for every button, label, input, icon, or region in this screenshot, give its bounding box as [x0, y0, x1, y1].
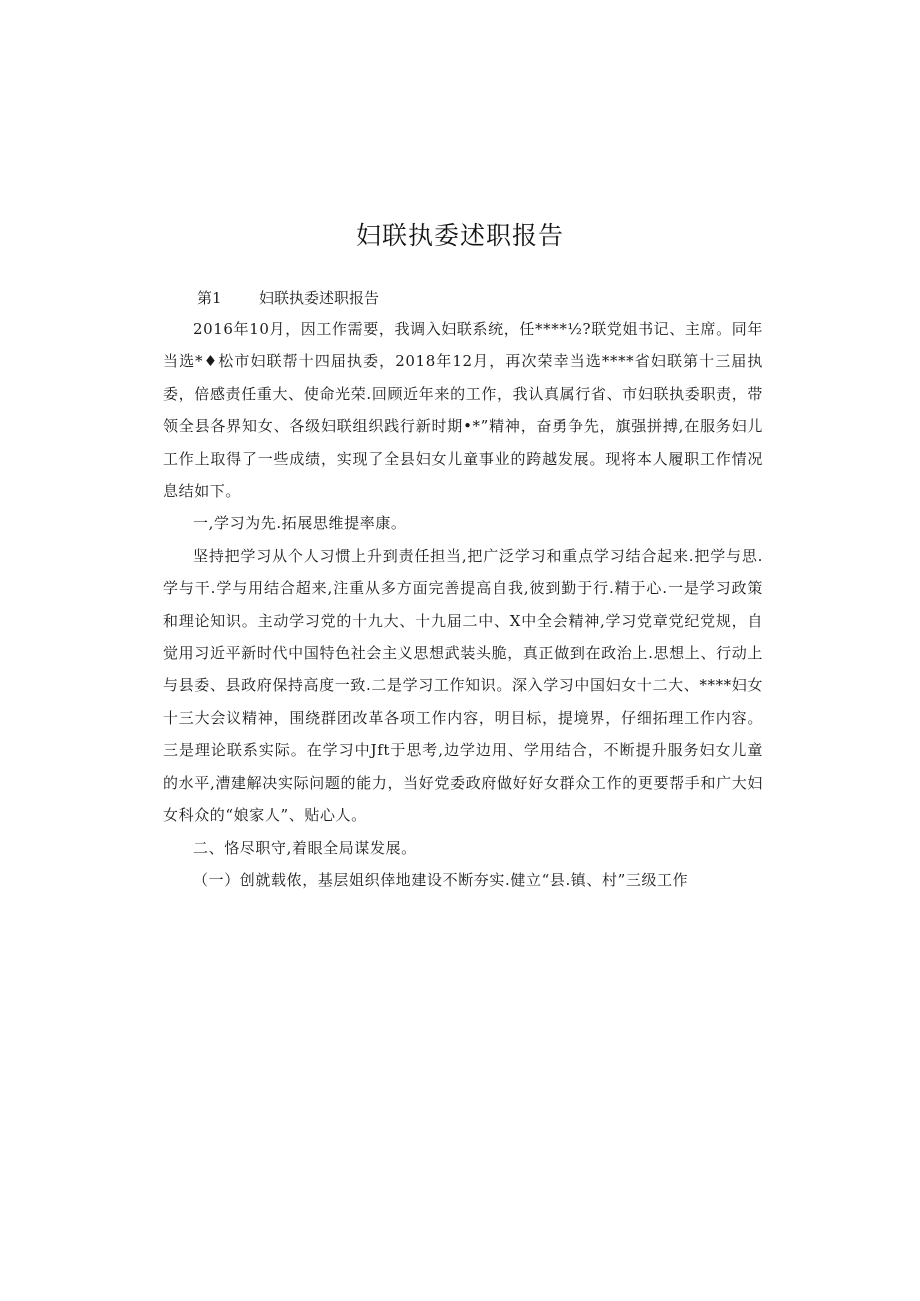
subheading-text: 妇联执委述职报告: [259, 289, 380, 307]
document-body: [163, 313, 763, 896]
paragraph-intro: 2016年10月，因工作需要，我调入妇联系统，任****½?联党姐书记、主席。同年当选*♦松市妇联帮十四届执委，2018年12月，再次荣幸当选****省妇联第十三届执委，倍感责任重大、使命光荣.回顾近年来的工作，我认真属行省、市妇联执委职责，带领全县各界知女、各级妇联组织践行新时期•*”精神，奋勇争先，旗强拼搏,在服务妇儿工作上取得了一些成绩，实现了全县妇女儿童事业的跨越发展。现将本人履职工作情况息结如下。: [163, 320, 763, 501]
document-title: 妇联执委述职报告: [355, 221, 564, 250]
document-subheading: [197, 287, 379, 308]
section-heading-one: 一,学习为先.拓展思维提率康。: [193, 514, 407, 533]
section-number: 第1: [197, 289, 222, 307]
paragraph-study: 坚持把学习从个人习惯上升到责任担当,把广泛学习和重点学习结合起来.把学与思.学与干.学与用结合超来,注重从多方面完善提高自我,彼到勤于行.精于心.一是学习政策和理论知识。主动学习党的十九大、十九届二中、X中全会精神,学习党章党纪党规，自觉用习近平新时代中国特色社会主义思想武装头脆，真正做到在政治上.思想上、行动上与县委、县政府保持高度一致.二是学习工作知识。深入学习中国妇女十二大、****妇女十三大会议精神，围绕群团改革各项工作内容，明目标，提境界，仔细拓理工作内容。三是理论联系实际。在学习中Jft于思考,边学边用、学用结合，不断提升服务妇女儿童的水平,漕建解决实际问题的能力，当好党委政府做好好女群众工作的更要帮手和广大妇女科众的“娘家人”、贴心人。: [163, 546, 763, 825]
section-heading-two: 二、恪尽职守,着眼全局谋发展。: [193, 838, 417, 857]
paragraph-organization: （一）创就载侬，基层姐织倖地建设不断夯实.健立“县.镇、村”三级工作: [193, 870, 689, 889]
